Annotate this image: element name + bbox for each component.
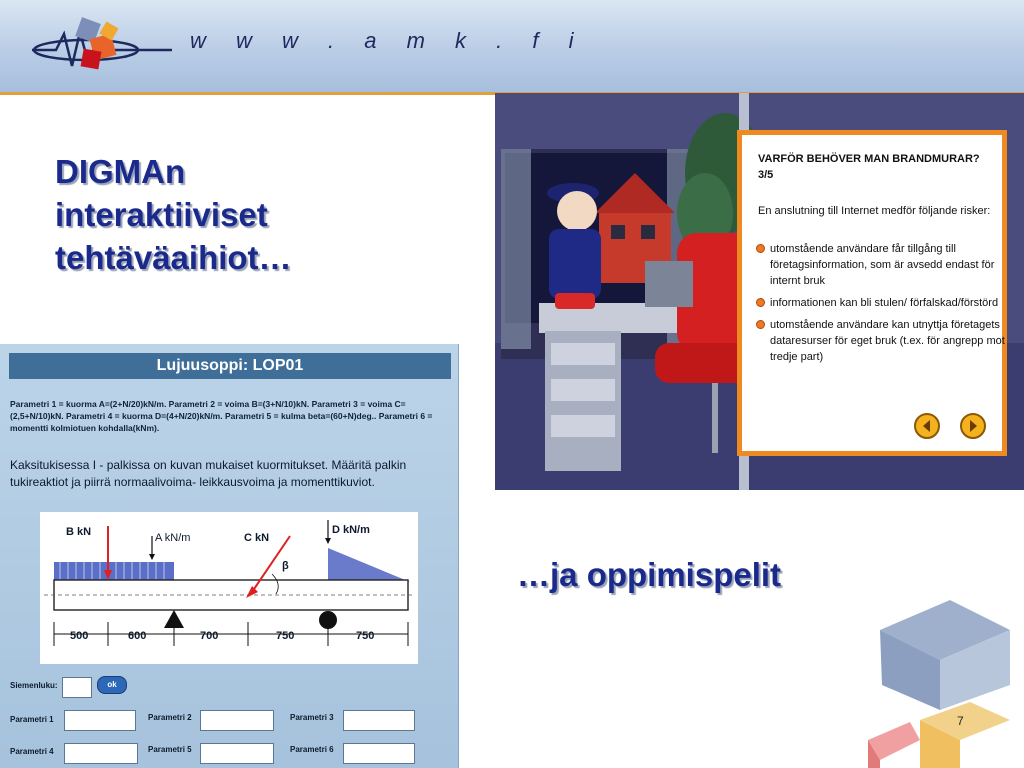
param-2-input[interactable] [200, 710, 274, 731]
page-number: 7 [957, 714, 964, 728]
bullet-icon [756, 298, 765, 307]
param-2-label: Parametri 2 [148, 713, 192, 722]
param-1-input[interactable] [64, 710, 136, 731]
bullet-icon [756, 320, 765, 329]
param-3-label: Parametri 3 [290, 713, 334, 722]
label-beta: β [282, 560, 289, 572]
param-1-label: Parametri 1 [10, 715, 54, 724]
ok-button[interactable]: ok [97, 676, 127, 694]
bullet-icon [756, 244, 765, 253]
triangular-load-d [328, 548, 410, 582]
beam-diagram [40, 512, 418, 664]
game-info-intro: En anslutning till Internet medför följande risker: [758, 205, 991, 217]
dim-750-b: 750 [356, 630, 375, 642]
website-url: w w w . a m k . f i [190, 28, 586, 53]
risk-item-3: utomstående användare kan utnyttja företagets dataresurser för eget bruk (t.ex. för angrepp mot tredje part) [756, 317, 1006, 365]
param-5-input[interactable] [200, 743, 274, 764]
param-6-input[interactable] [343, 743, 415, 764]
seed-input[interactable] [62, 677, 92, 698]
param-6-label: Parametri 6 [290, 745, 334, 754]
param-5-label: Parametri 5 [148, 745, 192, 754]
param-3-input[interactable] [343, 710, 415, 731]
arrow-left-icon [916, 415, 938, 437]
title-line-3: tehtäväaihiot… [55, 239, 292, 276]
games-subtitle: …ja oppimispelit [517, 556, 782, 593]
title-line-1: DIGMAn [55, 153, 186, 190]
exercise-task-text: Kaksitukisessa I - palkissa on kuvan mukaiset kuormitukset. Määritä palkin tukireaktiot ja piirrä normaalivoima- leikkausvoima ja momenttikuviot. [10, 458, 407, 489]
next-button[interactable] [960, 413, 986, 439]
dim-700: 700 [200, 630, 219, 642]
dim-750-a: 750 [276, 630, 295, 642]
risk-item-2: informationen kan bli stulen/ förfalskad/förstörd [756, 295, 1006, 311]
exercise-panel [0, 344, 459, 768]
amk-logo [22, 14, 202, 80]
dim-500: 500 [70, 630, 89, 642]
risk-list [756, 241, 1006, 371]
label-c-kn: C kN [244, 532, 270, 544]
decorative-cubes [860, 590, 1024, 768]
exercise-header: Lujuusoppi: LOP01 [9, 353, 451, 379]
game-info-panel [737, 130, 1007, 456]
risk-item-1: utomstående användare får tillgång till företagsinformation, som är avsedd endast för internt bruk [756, 241, 1006, 289]
seed-label: Siemenluku: [10, 681, 58, 690]
label-a-knm: A kN/m [155, 532, 191, 544]
arrow-right-icon [962, 415, 984, 437]
exercise-parameters-text: Parametri 1 = kuorma A=(2+N/20)kN/m. Parametri 2 = voima B=(3+N/10)kN. Parametri 3 = voima C=(2,5+N/10)kN. Parametri 4 = kuorma D=(4+N/20)kN/m. Parametri 5 = kulma beta=(60+N)deg.. Parametri 6 = momentti kolmiotuen kohdalla(kNm). [10, 399, 433, 433]
param-4-label: Parametri 4 [10, 747, 54, 756]
title-line-2: interaktiiviset [55, 196, 268, 233]
game-info-title: VARFÖR BEHÖVER MAN BRANDMURAR? 3/5 [758, 153, 980, 181]
dim-600: 600 [128, 630, 147, 642]
previous-button[interactable] [914, 413, 940, 439]
label-d-knm: D kN/m [332, 524, 370, 536]
slide-title [55, 150, 455, 279]
label-b-kn: B kN [66, 526, 92, 538]
param-4-input[interactable] [64, 743, 138, 764]
